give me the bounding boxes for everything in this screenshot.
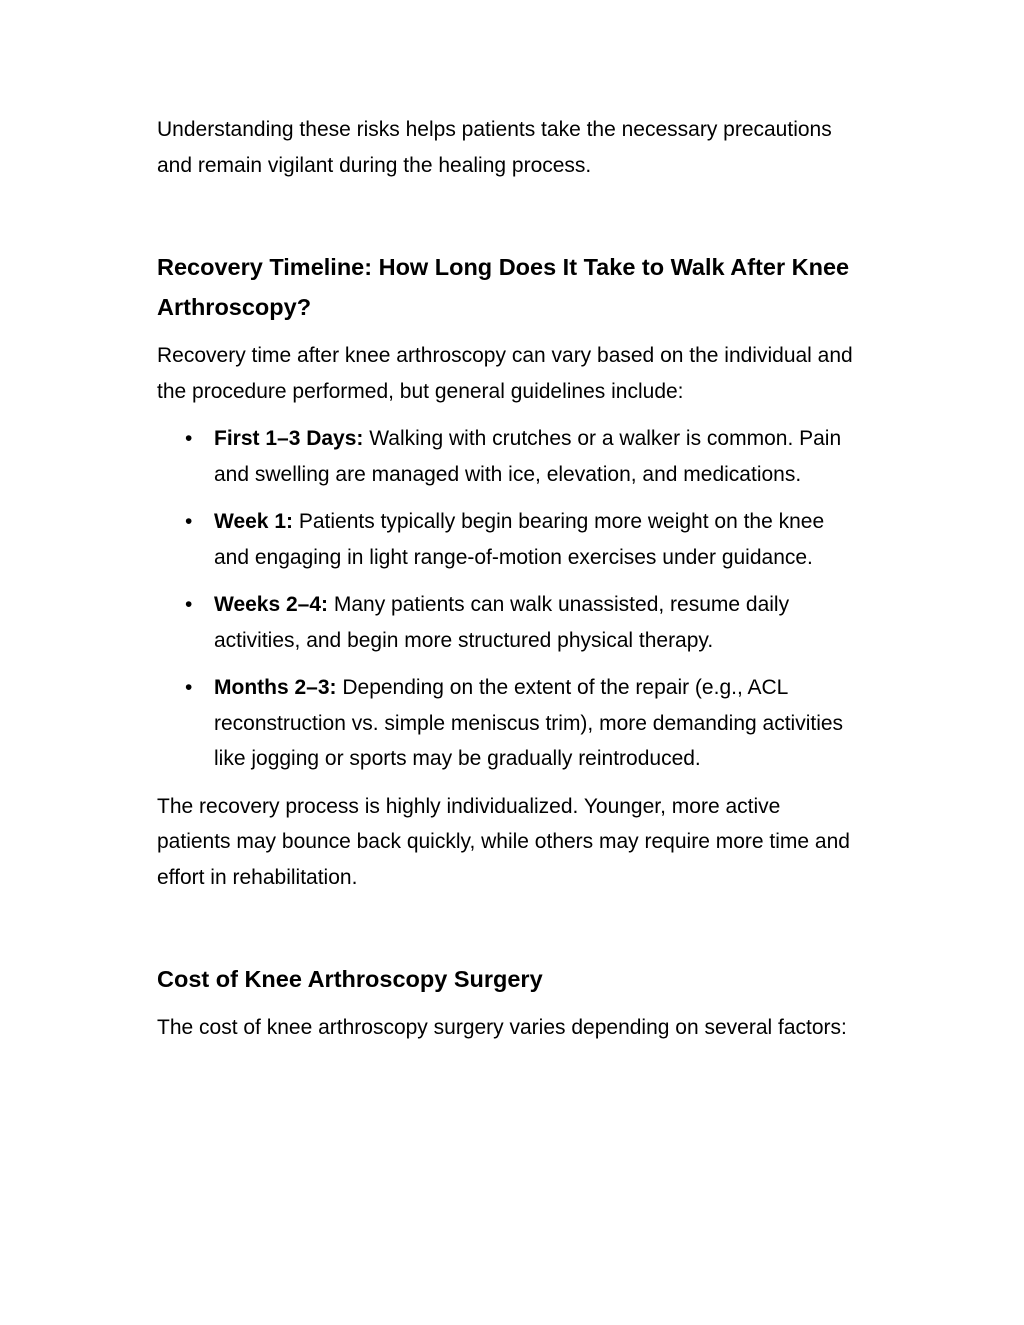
list-item-label: First 1–3 Days: bbox=[214, 427, 364, 450]
document-page bbox=[157, 112, 857, 1046]
list-item-label: Months 2–3: bbox=[214, 676, 337, 699]
intro-paragraph: Understanding these risks helps patients take the necessary precautions and remain vigilant during the healing process. bbox=[157, 118, 832, 177]
recovery-closing-paragraph: The recovery process is highly individualized. Younger, more active patients may bounce back quickly, while others may require more time and effort in rehabilitation. bbox=[157, 794, 850, 889]
list-item bbox=[157, 421, 857, 492]
list-item-text: Walking with crutches or a walker is common. Pain and swelling are managed with ice, elevation, and medications. bbox=[214, 427, 842, 486]
list-item bbox=[157, 504, 857, 575]
list-item-text: Depending on the extent of the repair (e.g., ACL reconstruction vs. simple meniscus trim), more demanding activities like jogging or sports may be gradually reintroduced. bbox=[214, 676, 844, 770]
list-item bbox=[157, 587, 857, 658]
list-item-text: Patients typically begin bearing more weight on the knee and engaging in light range-of-motion exercises under guidance. bbox=[214, 510, 825, 569]
list-item bbox=[157, 670, 857, 777]
recovery-timeline-heading: Recovery Timeline: How Long Does It Take to Walk After Knee Arthroscopy? bbox=[157, 254, 850, 320]
list-item-label: Week 1: bbox=[214, 510, 293, 533]
list-item-label: Weeks 2–4: bbox=[214, 593, 329, 616]
bullet-icon: • bbox=[185, 510, 193, 533]
cost-heading: Cost of Knee Arthroscopy Surgery bbox=[157, 966, 543, 992]
recovery-timeline-list bbox=[157, 421, 857, 777]
recovery-intro-paragraph: Recovery time after knee arthroscopy can vary based on the individual and the procedure performed, but general guidelines include: bbox=[157, 344, 853, 403]
bullet-icon: • bbox=[185, 427, 193, 450]
bullet-icon: • bbox=[185, 676, 193, 699]
bullet-icon: • bbox=[185, 593, 193, 616]
list-item-text: Many patients can walk unassisted, resume daily activities, and begin more structured physical therapy. bbox=[214, 593, 790, 652]
cost-intro-paragraph: The cost of knee arthroscopy surgery varies depending on several factors: bbox=[157, 1016, 847, 1039]
